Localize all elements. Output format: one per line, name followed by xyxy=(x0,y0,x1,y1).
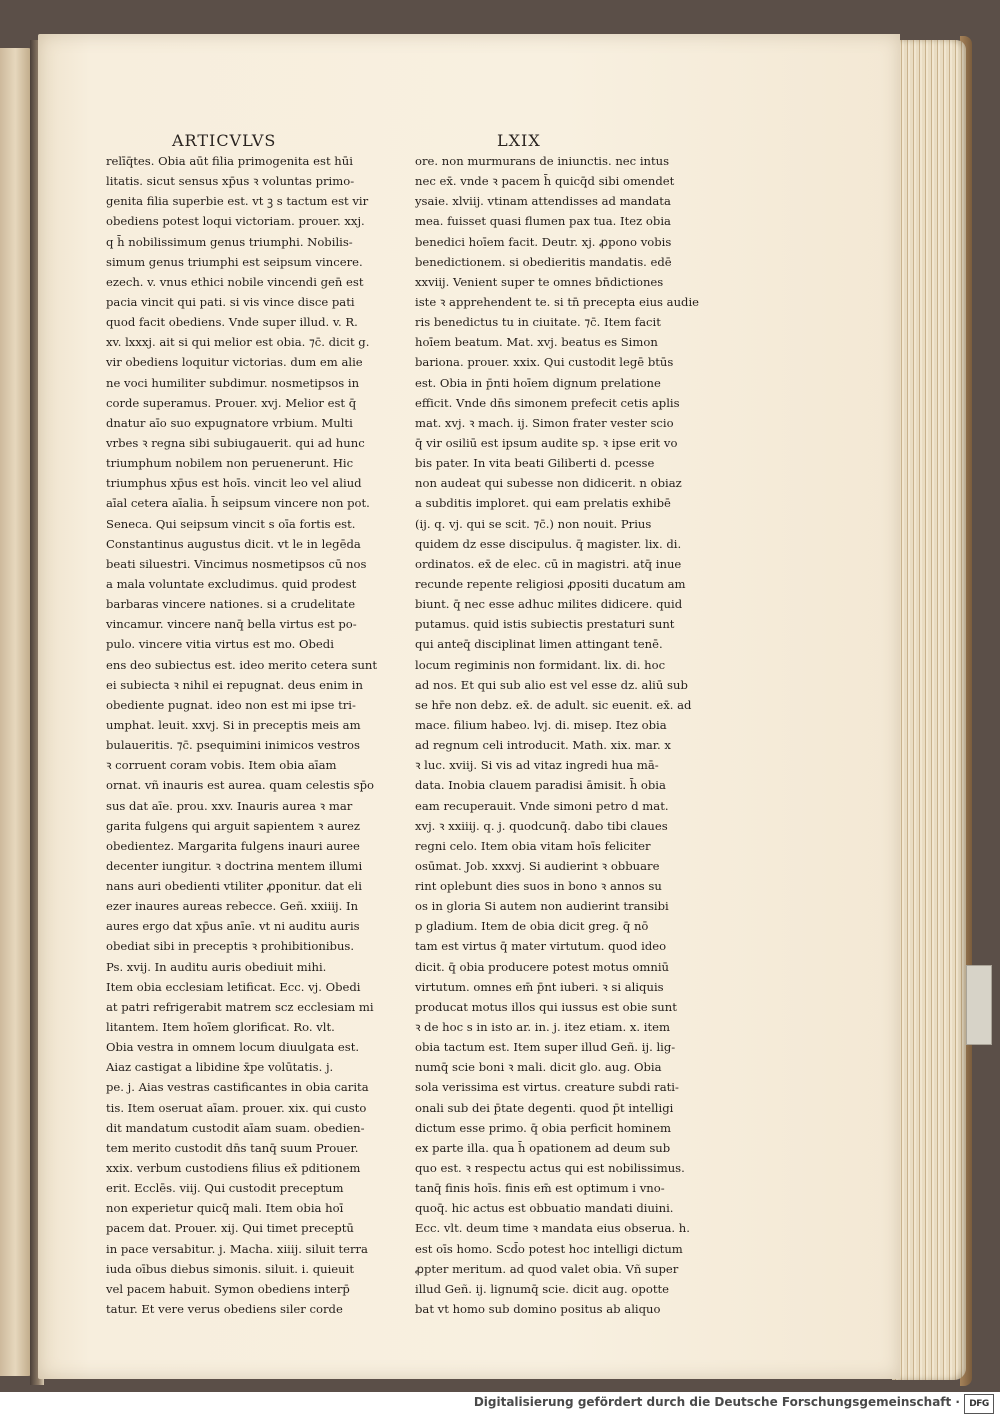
text-line: tanq̄ finis hoīs. finis em̄ est optimum i vno- xyxy=(415,1181,665,1196)
text-line: xv. lxxxj. ait si qui melior est obia. ⁊c̄. dicit g. xyxy=(106,335,370,350)
running-head-left: ARTICVLVS xyxy=(172,131,277,150)
text-line: mace. filium habeo. lvj. di. misep. Itez obia xyxy=(415,717,667,732)
text-line: garita fulgens qui arguit sapientem ꝛ aurez xyxy=(106,818,360,833)
text-line: aīal cetera aīalia. h̄ seipsum vincere non pot. xyxy=(106,496,370,511)
text-line: locum regiminis non formidant. lix. di. hoc xyxy=(415,657,666,672)
text-line: in pace versabitur. j. Macha. xiiij. siluit terra xyxy=(106,1241,368,1256)
text-line: obedientez. Margarita fulgens inauri auree xyxy=(106,838,360,853)
text-line: ris benedictus tu in ciuitate. ⁊c̄. Item facit xyxy=(415,315,661,330)
text-line: ezer inaures aureas rebecce. Geñ. xxiiij. In xyxy=(106,899,359,914)
text-line: Ps. xvij. In auditu auris obediuit mihi. xyxy=(106,959,327,974)
text-line: iuda oībus diebus simonis. siluit. i. quieuit xyxy=(106,1261,354,1276)
text-line: mat. xvj. ꝛ mach. ij. Simon frater vester scio xyxy=(415,415,674,430)
text-line: eam recuperauit. Vnde simoni petro d mat. xyxy=(415,798,669,813)
text-line: dnatur aīo suo expugnatore vrbium. Multi xyxy=(106,415,353,430)
text-line: biunt. q̄ nec esse adhuc milites didicere. quid xyxy=(415,597,683,612)
text-line: pacem dat. Prouer. xij. Qui timet preceptū xyxy=(106,1221,354,1236)
text-line: beati siluestri. Vincimus nosmetipsos cū nos xyxy=(106,556,367,571)
text-line: relīq̄tes. Obia aūt filia primogenita est hūi xyxy=(106,154,353,168)
text-line: virtutum. omnes em̄ p̄nt iuberi. ꝛ si aliquis xyxy=(415,979,664,994)
text-line: benedici hoīem facit. Deutr. xj. ꝓpono vobis xyxy=(415,234,672,249)
text-line: ysaie. xlviij. vtinam attendisses ad mandata xyxy=(415,194,671,209)
text-line: a subditis imploret. qui eam prelatis exhibē xyxy=(415,496,671,511)
text-line: q̄ vir osiliū est ipsum audite sp. ꝛ ipse erit vo xyxy=(415,435,678,450)
text-line: obediente pugnat. ideo non est mi ipse tri- xyxy=(106,697,356,712)
footer-bar xyxy=(0,1392,1000,1415)
text-line: Ecc. vlt. deum time ꝛ mandata eius obserua. h. xyxy=(415,1221,690,1236)
text-line: bulaueritis. ⁊c̄. psequimini inimicos vestros xyxy=(106,738,360,753)
text-line: obediat sibi in preceptis ꝛ prohibitionibus. xyxy=(106,939,355,954)
text-line: qui anteq̄ disciplinat limen attingant tenē. xyxy=(415,637,663,652)
text-line: simum genus triumphi est seipsum vincere. xyxy=(106,254,363,269)
text-column-left xyxy=(106,151,378,1319)
text-line: efficit. Vnde dn̄s simonem prefecit cetis aplis xyxy=(415,395,680,410)
bookmark-tab xyxy=(966,965,992,1045)
text-line: est oīs homo. Scd̄o potest hoc intelligi dictum xyxy=(415,1241,683,1256)
text-line: ore. non murmurans de iniunctis. nec intus xyxy=(415,154,670,168)
text-line: quidem dz esse discipulus. q̄ magister. lix. di. xyxy=(415,536,682,551)
text-line: nans auri obedienti vtiliter ꝓponitur. dat eli xyxy=(106,879,362,894)
text-line: ens deo subiectus est. ideo merito cetera sunt xyxy=(106,657,378,672)
text-line: ꝛ de hoc s in isto ar. in. j. itez etiam. x. item xyxy=(415,1020,670,1035)
text-line: nec ex̄. vnde ꝛ pacem h̄ quicq̄d sibi omendet xyxy=(415,174,675,189)
text-line: hoīem beatum. Mat. xvj. beatus es Simon xyxy=(415,335,658,350)
text-line: a mala voluntate excludimus. quid prodest xyxy=(106,576,357,591)
text-line: (ij. q. vj. qui se scit. ⁊c̄.) non nouit. Prius xyxy=(415,516,652,531)
text-line: vrbes ꝛ regna sibi subiugauerit. qui ad hunc xyxy=(106,435,365,450)
text-line: tem merito custodit dn̄s tanq̄ suum Prouer. xyxy=(106,1140,359,1155)
text-line: Seneca. Qui seipsum vincit s oīa fortis est. xyxy=(106,516,356,531)
text-line: Item obia ecclesiam letificat. Ecc. vj. Obedi xyxy=(106,979,361,994)
text-line: Aiaz castigat a libidine x̄pe volūtatis. j. xyxy=(106,1060,334,1075)
text-line: barbaras vincere nationes. si a crudelitate xyxy=(106,597,356,612)
text-line: onali sub dei p̄tate degenti. quod p̄t intelligi xyxy=(415,1100,674,1115)
text-line: putamus. quid istis subiectis prestaturi sunt xyxy=(415,617,675,632)
text-line: aures ergo dat xp̄us anīe. vt ni auditu auris xyxy=(106,919,360,934)
text-line: ꝛ corruent coram vobis. Item obia aīam xyxy=(106,758,337,773)
text-line: ad regnum celi introducit. Math. xix. mar. x xyxy=(415,738,671,753)
text-line: iste ꝛ apprehendent te. si tn̄ precepta eius audie xyxy=(415,294,700,309)
text-line: recunde repente religiosi ꝓpositi ducatum am xyxy=(415,576,686,591)
text-line: bat vt homo sub domino positus ab aliquo xyxy=(415,1302,661,1317)
text-line: obia tactum est. Item super illud Geñ. ij. lig- xyxy=(415,1040,676,1055)
text-line: sola verissima est virtus. creature subdi rati- xyxy=(415,1080,679,1095)
text-line: p gladium. Item de obia dicit greg. q̄ nō xyxy=(415,919,649,934)
left-page-fragment xyxy=(0,48,34,1376)
text-line: xvj. ꝛ xxiiij. q. j. quodcunq̄. dabo tibi claues xyxy=(415,818,668,833)
text-line: ornat. vñ inauris est aurea. quam celestis sp̄o xyxy=(106,778,374,793)
text-line: vincamur. vincere nanq̄ bella virtus est po- xyxy=(106,617,357,632)
text-line: ꝓpter meritum. ad quod valet obia. Vñ super xyxy=(415,1261,679,1276)
text-line: litantem. Item hoīem glorificat. Ro. vlt. xyxy=(106,1020,335,1035)
text-line: os in gloria Si autem non audierint transibi xyxy=(415,899,669,914)
text-line: quoq̄. hic actus est obbuatio mandati diuini. xyxy=(415,1201,674,1216)
text-line: non experietur quicq̄ mali. Item obia hoī xyxy=(106,1201,344,1216)
text-line: dictum esse primo. q̄ obia perficit hominem xyxy=(415,1120,671,1135)
text-line: mea. fuisset quasi flumen pax tua. Itez obia xyxy=(415,214,671,229)
text-line: sus dat aīe. prou. xxv. Inauris aurea ꝛ mar xyxy=(106,798,353,813)
text-line: genita filia superbie est. vt ꝫ s tactum est vir xyxy=(106,194,369,209)
text-line: bariona. prouer. xxix. Qui custodit legē btūs xyxy=(415,355,674,370)
text-line: data. Inobia clauem paradisi āmisit. h̄ obia xyxy=(415,778,666,793)
text-line: triumphum nobilem non peruenerunt. Hic xyxy=(106,456,354,471)
text-line: ꝛ luc. xviij. Si vis ad vitaz ingredi hua mā- xyxy=(415,758,659,773)
text-line: pe. j. Aias vestras castificantes in obia carita xyxy=(106,1080,369,1095)
text-column-right xyxy=(415,151,700,1319)
text-line: umphat. leuit. xxvj. Si in preceptis meis am xyxy=(106,717,361,732)
text-line: quo est. ꝛ respectu actus qui est nobilissimus. xyxy=(415,1161,685,1176)
text-line: xxix. verbum custodiens filius ex̄ pditionem xyxy=(106,1161,361,1176)
text-line: osūmat. Job. xxxvj. Si audierint ꝛ obbuare xyxy=(415,858,660,873)
text-line: decenter iungitur. ꝛ doctrina mentem illumi xyxy=(106,858,363,873)
text-line: ei subiecta ꝛ nihil ei repugnat. deus enim in xyxy=(106,677,363,692)
text-line: rint oplebunt dies suos in bono ꝛ annos su xyxy=(415,879,662,894)
text-line: ezech. v. vnus ethici nobile vincendi gen̄ est xyxy=(106,274,364,289)
running-head-right: LXIX xyxy=(497,131,541,150)
text-line: regni celo. Item obia vitam hoīs feliciter xyxy=(415,838,651,853)
text-line: vir obediens loquitur victorias. dum em alie xyxy=(106,355,363,370)
text-line: ordinatos. ex̄ de elec. cū in magistri. atq̄ inue xyxy=(415,556,682,571)
text-line: xxviij. Venient super te omnes bn̄dictiones xyxy=(415,274,664,289)
text-line: vel pacem habuit. Symon obediens interp̄ xyxy=(106,1281,350,1296)
text-line: benedictionem. si obedieritis mandatis. edē xyxy=(415,254,672,269)
text-line: erit. Ecclēs. viij. Qui custodit preceptum xyxy=(106,1181,344,1196)
text-line: ne voci humiliter subdimur. nosmetipsos in xyxy=(106,375,360,390)
text-line: pacia vincit qui pati. si vis vince disce pati xyxy=(106,294,355,309)
text-line: at patri refrigerabit matrem scz ecclesiam mi xyxy=(106,999,374,1014)
text-line: numq̄ scie boni ꝛ mali. dicit glo. aug. Obia xyxy=(415,1060,662,1075)
text-line: se hr̄e non debz. ex̄. de adult. sic euenit. ex̄. ad xyxy=(415,697,692,712)
text-line: dicit. q̄ obia producere potest motus omniū xyxy=(415,959,670,974)
text-line: quod facit obediens. Vnde super illud. v. R. xyxy=(106,315,358,330)
text-line: tatur. Et vere verus obediens siler corde xyxy=(106,1302,343,1317)
dfg-logo: DFG xyxy=(964,1394,994,1414)
text-line: non audeat qui subesse non didicerit. n obiaz xyxy=(415,476,682,491)
text-line: producat motus illos qui iussus est obie sunt xyxy=(415,999,677,1014)
text-line: est. Obia in p̄nti hoīem dignum prelatione xyxy=(415,375,661,390)
funding-credit: Digitalisierung gefördert durch die Deutsche Forschungsgemeinschaft · xyxy=(473,1395,960,1409)
text-line: litatis. sicut sensus xp̄us ꝛ voluntas primo- xyxy=(106,174,355,189)
text-line: ex parte illa. qua h̄ opationem ad deum sub xyxy=(415,1140,671,1155)
text-line: dit mandatum custodit aīam suam. obedien- xyxy=(106,1120,365,1135)
text-line: obediens potest loqui victoriam. prouer. xxj. xyxy=(106,214,365,229)
page-edges xyxy=(892,40,966,1380)
text-line: triumphus xp̄us est hoīs. vincit leo vel aliud xyxy=(106,476,362,491)
text-line: illud Geñ. ij. lignumq̄ scie. dicit aug. opotte xyxy=(415,1281,669,1296)
text-line: Constantinus augustus dicit. vt le in legēda xyxy=(106,536,361,551)
text-line: ad nos. Et qui sub alio est vel esse dz. aliū sub xyxy=(415,677,688,692)
text-line: corde superamus. Prouer. xvj. Melior est q̄ xyxy=(106,395,357,410)
text-line: tis. Item oseruat aīam. prouer. xix. qui custo xyxy=(106,1100,367,1115)
text-line: q h̄ nobilissimum genus triumphi. Nobilis- xyxy=(106,234,353,249)
text-line: tam est virtus q̄ mater virtutum. quod ideo xyxy=(415,939,667,954)
text-line: pulo. vincere vitia virtus est mo. Obedi xyxy=(106,637,334,652)
text-line: Obia vestra in omnem locum diuulgata est. xyxy=(106,1040,360,1055)
text-line: bis pater. In vita beati Giliberti d. pcesse xyxy=(415,456,655,471)
